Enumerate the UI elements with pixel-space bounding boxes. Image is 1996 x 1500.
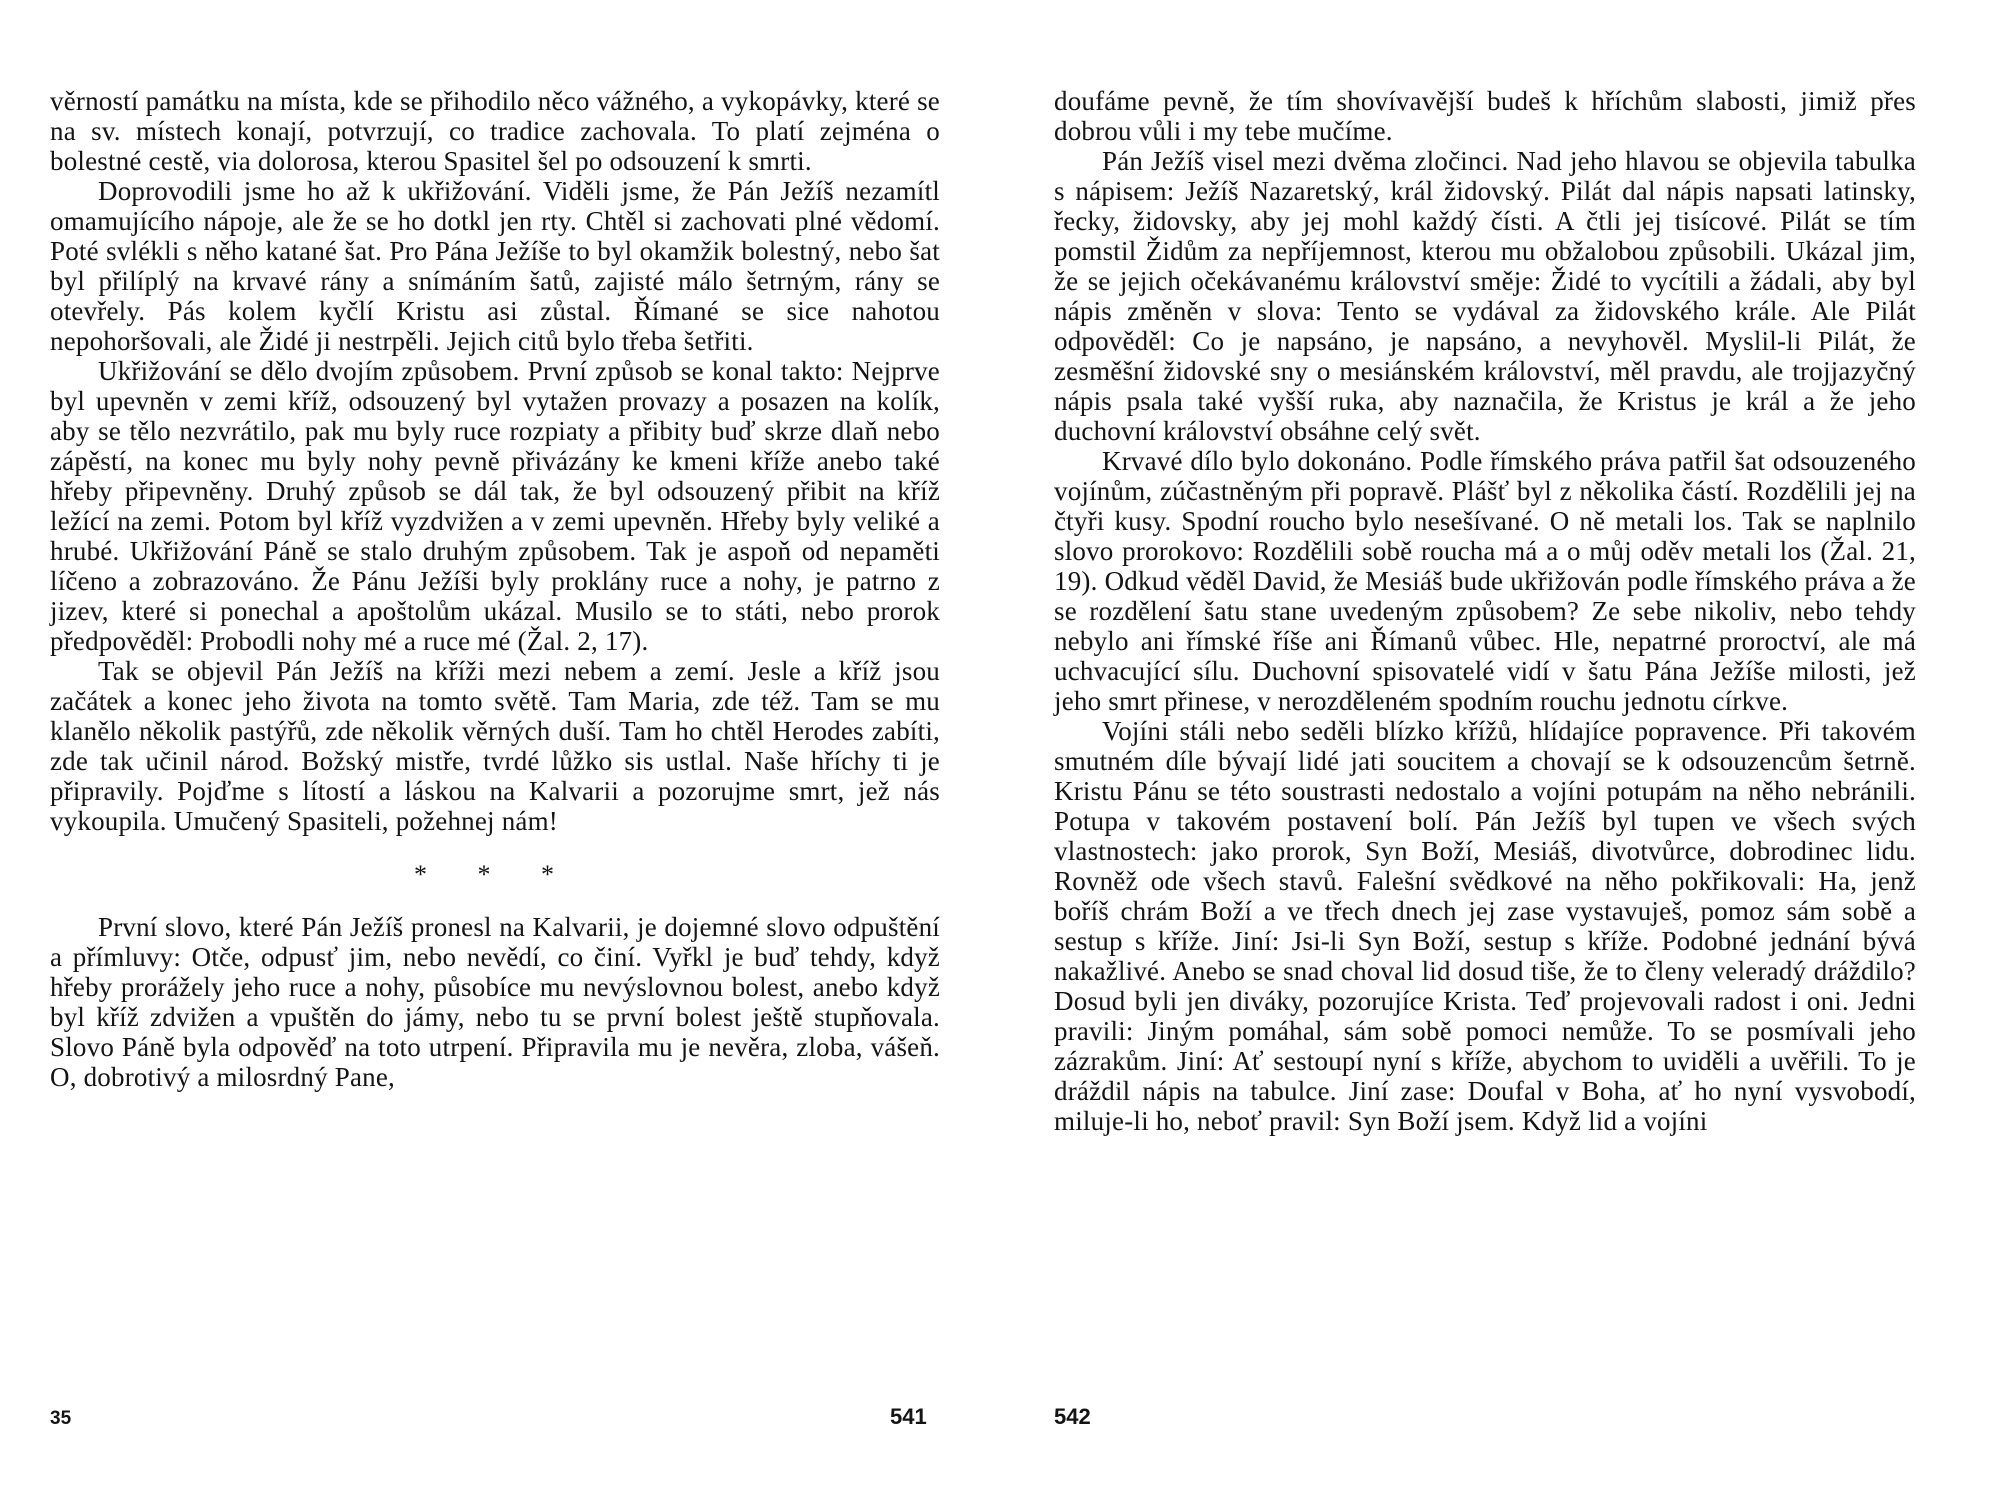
paragraph: Ukřižování se dělo dvojím způsobem. První způsob se konal takto: Nejprve byl upevněn v zemi kříž, odsouzený byl vytažen provazy a posazen na kolík, aby se tělo nezvrátilo, pak mu byly ruce rozpiaty a přibity buď skrze dlaň nebo zápěstí, na konec mu byly nohy pevně přivázány ke kmeni kříže anebo také hřeby připevněny. Druhý způsob se dál tak, že byl odsouzený přibit na kříž ležící na zemi. Potom byl kříž vyzdvižen a v zemi upevněn. Hřeby byly veliké a hrubé. Ukřižování Páně se stalo druhým způsobem. Tak je aspoň od nepaměti líčeno a zobrazováno. Že Pánu Ježíši byly proklány ruce a nohy, je patrno z jizev, které si ponechal a apoštolům ukázal. Musilo se to státi, nebo prorok předpověděl: Probodli nohy mé a ruce mé (Žal. 2, 17). [50, 356, 940, 656]
left-page-text [50, 86, 940, 1092]
paragraph: Pán Ježíš visel mezi dvěma zločinci. Nad jeho hlavou se objevila tabulka s nápisem: Ježíš Nazaretský, král židovský. Pilát dal nápis napsati latinsky, řecky, židovsky, aby jej mohl každý čísti. A čtli jej tisícové. Pilát se tím pomstil Židům za nepříjemnost, kterou mu obžalobou způsobili. Ukázal jim, že se jejich očekávanému království směje: Židé to vycítili a žádali, aby byl nápis změněn v slova: Tento se vydával za židovského krále. Ale Pilát odpověděl: Co je napsáno, je napsáno, a nevyhověl. Myslil-li Pilát, že zesměšní židovské sny o mesiánském království, měl pravdu, ale trojjazyčný nápis psala také vyšší ruka, aby naznačila, že Kristus je král a že jeho duchovní království obsáhne celý svět. [1054, 146, 1916, 446]
right-page [998, 0, 1996, 1500]
page-number: 542 [1054, 1404, 1091, 1429]
paragraph: Tak se objevil Pán Ježíš na kříži mezi nebem a zemí. Jesle a kříž jsou začátek a konec jeho života na tomto světě. Tam Maria, zde též. Tam se mu klanělo několik pastýřů, zde několik věrných duší. Tam ho chtěl Herodes zabíti, zde tak učinil národ. Božský mistře, tvrdé lůžko sis ustlal. Naše hříchy ti je připravily. Pojďme s lítostí a láskou na Kalvarii a pozorujme smrt, jež nás vykoupila. Umučený Spasiteli, požehnej nám! [50, 656, 940, 836]
section-separator: * * * [414, 860, 576, 889]
paragraph: Vojíni stáli nebo seděli blízko křížů, hlídajíce popravence. Při takovém smutném díle bývají lidé jati soucitem a chovají se k odsouzencům šetrně. Kristu Pánu se této soustrasti nedostalo a vojíni potupám na něho nebránili. Potupa v takovém postavení bolí. Pán Ježíš byl tupen ve všech svých vlastnostech: jako prorok, Syn Boží, Mesiáš, divotvůrce, dobrodinec lidu. Rovněž ode všech stavů. Falešní svědkové na něho pokřikovali: Ha, jenž boříš chrám Boží a ve třech dnech jej zase vystavuješ, pomoz sám sobě a sestup s kříže. Jiní: Jsi-li Syn Boží, sestup s kříže. Podobné jednání bývá nakažlivé. Anebo se snad choval lid dosud tiše, že to členy veleradý dráždilo? Dosud byli jen diváky, pozorujíce Krista. Teď projevovali radost i oni. Jedni pravili: Jiným pomáhal, sám sobě pomoci nemůže. To se posmívali jeho zázrakům. Jiní: Ať sestoupí nyní s kříže, abychom to uviděli a uvěřili. To je dráždil nápis na tabulce. Jiní zase: Doufal v Boha, ať ho nyní vysvobodí, miluje-li ho, neboť pravil: Syn Boží jsem. Když lid a vojíni [1054, 716, 1916, 1136]
paragraph: věrností památku na místa, kde se přihodilo něco vážného, a vykopávky, které se na sv. místech konají, potvrzují, co tradice zachovala. To platí zejména o bolestné cestě, via dolorosa, kterou Spasitel šel po odsouzení k smrti. [50, 86, 940, 176]
paragraph: Krvavé dílo bylo dokonáno. Podle římského práva patřil šat odsouzeného vojínům, zúčastněným při popravě. Plášť byl z několika částí. Rozdělili jej na čtyři kusy. Spodní roucho bylo nesešívané. O ně metali los. Tak se naplnilo slovo prorokovo: Rozdělili sobě roucha má a o můj oděv metali los (Žal. 21, 19). Odkud věděl David, že Mesiáš bude ukřižován podle římského práva a že se rozdělení šatu stane uvedeným způsobem? Ze sebe nikoliv, nebo tehdy nebylo ani římské říše ani Římanů vůbec. Hle, nepatrné proroctví, ale má uchvacující sílu. Duchovní spisovatelé vidí v šatu Pána Ježíše milosti, jež jeho smrt přinese, v nerozděleném spodním rouchu jednotu církve. [1054, 446, 1916, 716]
paragraph: doufáme pevně, že tím shovívavější budeš k hříchům slabosti, jimiž přes dobrou vůli i my tebe mučíme. [1054, 86, 1916, 146]
page-number: 541 [890, 1404, 927, 1429]
paragraph: Doprovodili jsme ho až k ukřižování. Viděli jsme, že Pán Ježíš nezamítl omamujícího nápoje, ale že se ho dotkl jen rty. Chtěl si zachovati plné vědomí. Poté svlékli s něho katané šat. Pro Pána Ježíše to byl okamžik bolestný, nebo šat byl přilíplý na krvavé rány a snímáním šatů, zajisté málo šetrným, rány se otevřely. Pás kolem kyčlí Kristu asi zůstal. Římané se sice nahotou nepohoršovali, ale Židé ji nestrpěli. Jejich citů bylo třeba šetřiti. [50, 176, 940, 356]
signature-mark: 35 [50, 1408, 72, 1429]
paragraph: První slovo, které Pán Ježíš pronesl na Kalvarii, je dojemné slovo odpuštění a přímluvy: Otče, odpusť jim, nebo nevědí, co činí. Vyřkl je buď tehdy, když hřeby prorážely jeho ruce a nohy, působíce mu nevýslovnou bolest, anebo když byl kříž zdvižen a vpuštěn do jámy, nebo tu se první bolest ještě stupňovala. Slovo Páně byla odpověď na toto utrpení. Připravila mu je nevěra, zloba, vášeň. O, dobrotivý a milosrdný Pane, [50, 912, 940, 1092]
right-page-text [1054, 86, 1916, 1136]
